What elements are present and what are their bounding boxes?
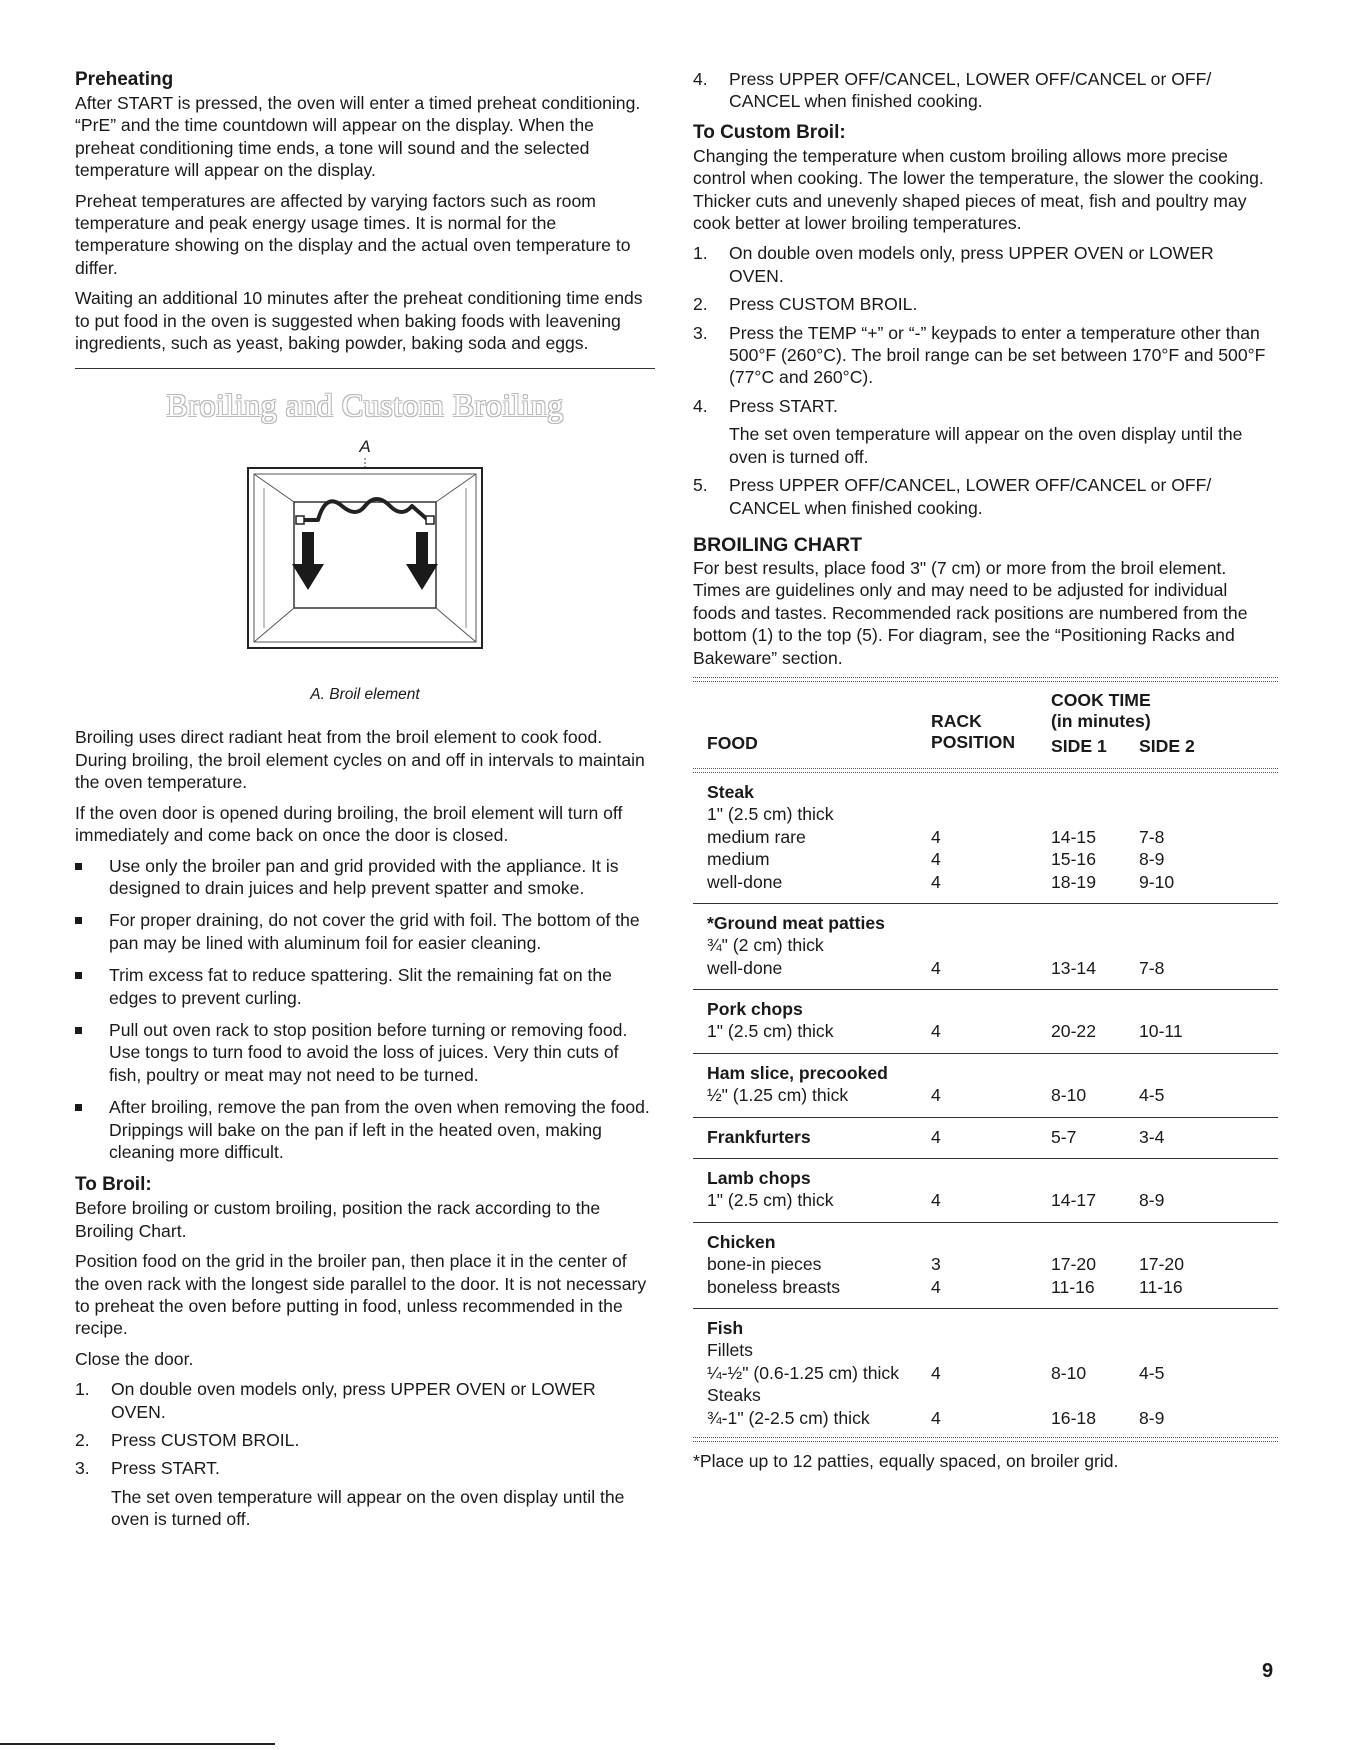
step-number: 2.	[693, 294, 708, 315]
cell-side-1: 8-10	[1051, 1085, 1087, 1106]
cell-side-2: 4-5	[1139, 1362, 1165, 1383]
cell-side-1: 15-16	[1051, 849, 1096, 870]
step-item	[693, 322, 1273, 389]
step-item	[693, 293, 1273, 315]
cell-food: *Ground meat patties	[707, 912, 885, 933]
cell-side-1: 17-20	[1051, 1254, 1096, 1275]
to-broil-paragraph-3: Close the door.	[75, 1348, 194, 1369]
to-broil-paragraph-2: Position food on the grid in the broiler pan, then place it in the center of the oven rack with the longest side parallel to the door. It is not necessary to preheat the oven before putting in food, unless recommended in the recipe.	[75, 1251, 647, 1339]
table-row	[693, 1126, 1278, 1148]
cell-side-1: 11-16	[1051, 1276, 1095, 1297]
cell-rack: 4	[931, 849, 941, 870]
footer-rule	[0, 1743, 275, 1745]
table-row	[693, 1407, 1278, 1429]
table-row	[693, 803, 1278, 825]
cell-food: ¾-1" (2-2.5 cm) thick	[707, 1407, 870, 1428]
bullet-icon	[75, 1104, 82, 1111]
step-text: Press CUSTOM BROIL.	[729, 294, 918, 315]
table-row	[693, 848, 1278, 870]
cell-food: ½" (1.25 cm) thick	[707, 1085, 849, 1106]
list-item-text: After broiling, remove the pan from the oven when removing the food. Drippings will bake on the pan if left in the heated oven, making cleaning more difficult.	[109, 1097, 650, 1162]
step-number: 3.	[75, 1458, 90, 1479]
broil-element-diagram	[230, 432, 500, 682]
cell-side-2: 9-10	[1139, 871, 1175, 892]
cell-side-2: 7-8	[1139, 826, 1165, 847]
table-row	[693, 1317, 1278, 1339]
list-item-text: Trim excess fat to reduce spattering. Slit the remaining fat on the edges to prevent curling.	[109, 965, 612, 1008]
table-row	[693, 1384, 1278, 1406]
cell-food: 1" (2.5 cm) thick	[707, 1021, 834, 1042]
list-item-text: For proper draining, do not cover the grid with foil. The bottom of the pan may be lined with aluminum foil for easier cleaning.	[109, 910, 640, 953]
step-text: On double oven models only, press UPPER OVEN or LOWER OVEN.	[729, 243, 1214, 286]
cell-rack: 3	[931, 1254, 941, 1275]
cell-rack: 4	[931, 1362, 941, 1383]
cell-rack: 4	[931, 1126, 941, 1147]
preheating-paragraph-3: Waiting an additional 10 minutes after the preheat conditioning time ends to put food in the oven is suggested when baking foods with leavening ingredients, such as yeast, baking powder, baking soda and eggs.	[75, 288, 643, 354]
list-item	[75, 855, 655, 900]
table-row	[693, 1276, 1278, 1298]
table-row	[693, 1339, 1278, 1361]
broiling-paragraph-1: Broiling uses direct radiant heat from the broil element to cook food. During broiling, the broil element cycles on and off in intervals to maintain the oven temperature.	[75, 727, 645, 793]
diagram-caption: A. Broil element	[310, 686, 420, 704]
cell-food: well-done	[707, 957, 783, 978]
cell-food: bone-in pieces	[707, 1254, 822, 1275]
cell-side-1: 5-7	[1051, 1126, 1077, 1147]
table-row	[693, 1253, 1278, 1275]
step-note: The set oven temperature will appear on the oven display until the oven is turned off.	[729, 424, 1243, 467]
table-row	[693, 1189, 1278, 1211]
step-text: Press START.	[729, 395, 838, 416]
cell-side-1: 20-22	[1051, 1021, 1096, 1042]
left-column	[75, 68, 655, 1539]
step-item	[693, 242, 1273, 287]
broiling-chart-intro: For best results, place food 3" (7 cm) or more from the broil element. Times are guidelines only and may need to be adjusted for individual foods and tastes. Recommended rack positions are numbered from the bottom (1) to the top (5). For diagram, see the “Positioning Racks and Bakeware” section.	[693, 557, 1248, 668]
broiling-chart-table	[693, 677, 1278, 1442]
table-row	[693, 1231, 1278, 1253]
table-row	[693, 1062, 1278, 1084]
cell-side-1: 18-19	[1051, 871, 1096, 892]
cell-side-2: 8-9	[1139, 849, 1165, 870]
cell-food: Steaks	[707, 1385, 761, 1406]
food-group-fish	[693, 1309, 1278, 1437]
table-header	[693, 682, 1278, 768]
step-number: 3.	[693, 322, 708, 343]
step-text: Press START.	[111, 1458, 220, 1479]
table-row	[693, 1167, 1278, 1189]
step-number: 1.	[75, 1379, 90, 1400]
food-group-lamb-chops	[693, 1159, 1278, 1223]
cell-rack: 4	[931, 1407, 941, 1428]
header-side-1: SIDE 1	[1051, 735, 1107, 756]
page-number: 9	[1262, 1660, 1274, 1682]
cell-rack: 4	[931, 1021, 941, 1042]
table-row	[693, 1084, 1278, 1106]
step-item	[75, 1457, 655, 1530]
table-row	[693, 957, 1278, 979]
table-row	[693, 1020, 1278, 1042]
cell-food: well-done	[707, 871, 783, 892]
header-position: POSITION	[931, 731, 1016, 752]
cell-side-2: 8-9	[1139, 1190, 1165, 1211]
table-bottom-border	[693, 1437, 1278, 1442]
cell-food: Fillets	[707, 1340, 753, 1361]
cell-food: 1" (2.5 cm) thick	[707, 1190, 834, 1211]
table-row	[693, 871, 1278, 893]
step-text: Press UPPER OFF/CANCEL, LOWER OFF/CANCEL or OFF/ CANCEL when finished cooking.	[729, 475, 1212, 518]
table-row	[693, 934, 1278, 956]
list-item	[75, 909, 655, 954]
table-row	[693, 912, 1278, 934]
broiling-section-title: Broiling and Custom Broiling	[166, 387, 564, 424]
cell-side-1: 16-18	[1051, 1407, 1096, 1428]
cell-food: ¼-½" (0.6-1.25 cm) thick	[707, 1362, 900, 1383]
bullet-icon	[75, 1027, 82, 1034]
header-cook-time: COOK TIME	[1051, 689, 1151, 710]
to-broil-steps	[75, 1378, 655, 1530]
broiling-paragraph-2: If the oven door is opened during broiling, the broil element will turn off immediately and come back on once the door is closed.	[75, 802, 623, 846]
step-item	[693, 395, 1273, 468]
step-number: 4.	[693, 69, 708, 89]
right-column	[693, 68, 1273, 1472]
list-item-text: Use only the broiler pan and grid provided with the appliance. It is designed to drain juices and help prevent spatter and smoke.	[109, 855, 619, 898]
step-item	[693, 474, 1273, 519]
to-broil-paragraph-1: Before broiling or custom broiling, position the rack according to the Broiling Chart.	[75, 1198, 601, 1241]
header-food: FOOD	[707, 732, 758, 753]
bullet-icon	[75, 917, 82, 924]
food-group-steak	[693, 773, 1278, 904]
step-text: Press UPPER OFF/CANCEL, LOWER OFF/CANCEL or OFF/ CANCEL when finished cooking.	[729, 69, 1212, 112]
cell-food: Steak	[707, 781, 754, 802]
cell-side-2: 17-20	[1139, 1254, 1184, 1275]
step-number: 1.	[693, 243, 708, 264]
header-in-minutes: (in minutes)	[1051, 710, 1151, 731]
step-note: The set oven temperature will appear on the oven display until the oven is turned off.	[111, 1486, 625, 1530]
step-item	[693, 68, 1273, 113]
table-row	[693, 781, 1278, 803]
bullet-icon	[75, 863, 82, 870]
cell-food: Fish	[707, 1317, 744, 1338]
food-group-chicken	[693, 1223, 1278, 1309]
to-broil-heading: To Broil:	[75, 1174, 152, 1196]
cell-food: boneless breasts	[707, 1276, 841, 1297]
cell-food: Chicken	[707, 1231, 776, 1252]
table-row	[693, 998, 1278, 1020]
custom-broil-steps	[693, 242, 1273, 518]
cell-side-1: 8-10	[1051, 1362, 1087, 1383]
header-side-2: SIDE 2	[1139, 735, 1195, 756]
header-rack: RACK	[931, 710, 982, 731]
food-group-frankfurters	[693, 1118, 1278, 1159]
food-group-pork-chops	[693, 990, 1278, 1054]
bullet-icon	[75, 972, 82, 979]
cell-side-2: 10-11	[1139, 1021, 1183, 1042]
cell-food: ¾" (2 cm) thick	[707, 935, 824, 956]
cell-food: medium rare	[707, 826, 806, 847]
cell-side-2: 7-8	[1139, 957, 1165, 978]
cell-food: 1" (2.5 cm) thick	[707, 804, 834, 825]
cell-side-1: 13-14	[1051, 957, 1096, 978]
step-text: Press the TEMP “+” or “-” keypads to enter a temperature other than 500°F (260°C). The broil range can be set between 170°F and 500°F (77°C and 260°C).	[729, 322, 1266, 388]
step-number: 5.	[693, 475, 708, 496]
list-item-text: Pull out oven rack to stop position before turning or removing food. Use tongs to turn food to avoid the loss of juices. Very thin cuts of fish, poultry or meat may not need to be turned.	[109, 1019, 628, 1085]
cell-side-2: 4-5	[1139, 1085, 1165, 1106]
list-item	[75, 964, 655, 1009]
step-text: On double oven models only, press UPPER OVEN or LOWER OVEN.	[111, 1379, 596, 1422]
cell-food: Pork chops	[707, 999, 803, 1020]
section-divider	[75, 368, 655, 369]
cell-food: medium	[707, 849, 770, 870]
cell-rack: 4	[931, 957, 941, 978]
list-item	[75, 1019, 655, 1086]
custom-broil-paragraph: Changing the temperature when custom broiling allows more precise control when cooking. The lower the temperature, the slower the cooking. Thicker cuts and unevenly shaped pieces of meat, fish and poultry may cook better at lower broiling temperatures.	[693, 145, 1264, 234]
step-item	[75, 1429, 655, 1451]
chart-footnote: *Place up to 12 patties, equally spaced, on broiler grid.	[693, 1450, 1119, 1471]
cell-rack: 4	[931, 871, 941, 892]
step-number: 2.	[75, 1430, 90, 1451]
cell-side-1: 14-15	[1051, 826, 1096, 847]
cell-rack: 4	[931, 826, 941, 847]
diagram-label-a: A	[359, 437, 371, 457]
cell-rack: 4	[931, 1276, 941, 1297]
cell-food: Frankfurters	[707, 1126, 811, 1147]
cell-food: Lamb chops	[707, 1168, 811, 1189]
to-broil-steps-continued	[693, 68, 1273, 113]
cell-side-2: 11-16	[1139, 1276, 1183, 1297]
preheating-paragraph-1: After START is pressed, the oven will enter a timed preheat conditioning. “PrE” and the time countdown will appear on the display. When the preheat conditioning time ends, a tone will sound and the selected temperature will appear on the display.	[75, 93, 641, 181]
cell-rack: 4	[931, 1190, 941, 1211]
food-group-ground-meat-patties	[693, 904, 1278, 990]
broiling-chart-heading: BROILING CHART	[693, 533, 862, 556]
step-item	[75, 1378, 655, 1423]
cell-side-2: 3-4	[1139, 1126, 1165, 1147]
cell-food: Ham slice, precooked	[707, 1062, 888, 1083]
preheating-heading: Preheating	[75, 69, 174, 90]
step-text: Press CUSTOM BROIL.	[111, 1430, 300, 1451]
preheating-paragraph-2: Preheat temperatures are affected by varying factors such as room temperature and peak energy usage times. It is normal for the temperature showing on the display and the actual oven temperature to differ.	[75, 190, 631, 278]
cell-side-1: 14-17	[1051, 1190, 1096, 1211]
cell-rack: 4	[931, 1085, 941, 1106]
step-number: 4.	[693, 395, 708, 416]
cell-side-2: 8-9	[1139, 1407, 1165, 1428]
food-group-ham-slice	[693, 1054, 1278, 1118]
table-row	[693, 826, 1278, 848]
list-item	[75, 1096, 655, 1163]
custom-broil-heading: To Custom Broil:	[693, 121, 846, 143]
table-row	[693, 1362, 1278, 1384]
broiling-tips-list	[75, 855, 655, 1164]
